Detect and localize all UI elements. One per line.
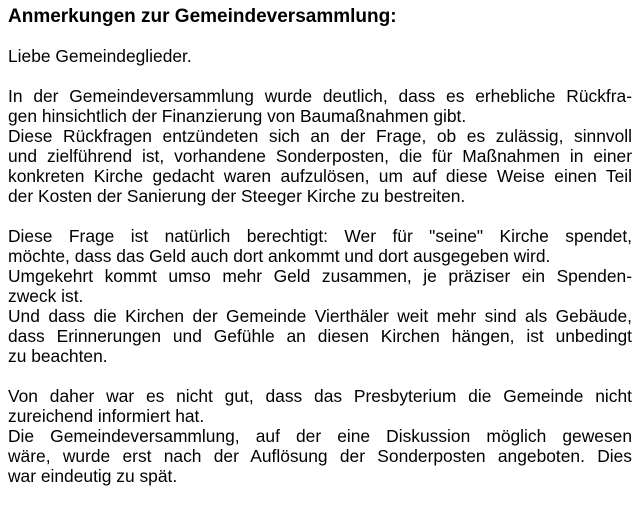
text-line: zu beachten. bbox=[8, 346, 108, 366]
text-line: Umgekehrt kommt umso mehr Geld zusammen, je präziser ein Spenden- bbox=[8, 266, 632, 286]
text-line: Und dass die Kirchen der Gemeinde Vierthäler weit mehr sind als Gebäude, bbox=[8, 306, 632, 326]
text-line: Von daher war es nicht gut, dass das Presbyterium die Gemeinde nicht bbox=[8, 386, 632, 406]
paragraph bbox=[8, 226, 632, 366]
document bbox=[8, 4, 632, 506]
text-line: der Kosten der Sanierung der Steeger Kirche zu bestreiten. bbox=[8, 186, 466, 206]
paragraph bbox=[8, 86, 632, 206]
text-line: konkreten Kirche gedacht waren aufzulösen, um auf diese Weise einen Teil bbox=[8, 166, 632, 186]
text-line: In der Gemeindeversammlung wurde deutlich, dass es erhebliche Rückfra- bbox=[8, 86, 632, 106]
paragraphs-container bbox=[8, 46, 632, 486]
text-line: war eindeutig zu spät. bbox=[8, 466, 178, 486]
text-line: Die Gemeindeversammlung, auf der eine Diskussion möglich gewesen bbox=[8, 426, 632, 446]
text-line: wäre, wurde erst nach der Auflösung der Sonderposten angeboten. Dies bbox=[8, 446, 632, 466]
text-line: Diese Frage ist natürlich berechtigt: Wer für "seine" Kirche spendet, bbox=[8, 226, 632, 246]
text-line: und zielführend ist, vorhandene Sonderposten, die für Maßnahmen in einer bbox=[8, 146, 632, 166]
text-line: Liebe Gemeindeglieder. bbox=[8, 46, 192, 66]
document-title: Anmerkungen zur Gemeindeversammlung: bbox=[8, 6, 397, 27]
text-line: möchte, dass das Geld auch dort ankommt und dort ausgegeben wird. bbox=[8, 246, 551, 266]
paragraph bbox=[8, 386, 632, 486]
paragraph bbox=[8, 46, 632, 66]
text-line: Diese Rückfragen entzündeten sich an der Frage, ob es zulässig, sinnvoll bbox=[8, 126, 632, 146]
text-line: zweck ist. bbox=[8, 286, 84, 306]
text-line: zureichend informiert hat. bbox=[8, 406, 205, 426]
text-line: gen hinsichtlich der Finanzierung von Baumaßnahmen gibt. bbox=[8, 106, 467, 126]
text-line: dass Erinnerungen und Gefühle an diesen Kirchen hängen, ist unbedingt bbox=[8, 326, 632, 346]
